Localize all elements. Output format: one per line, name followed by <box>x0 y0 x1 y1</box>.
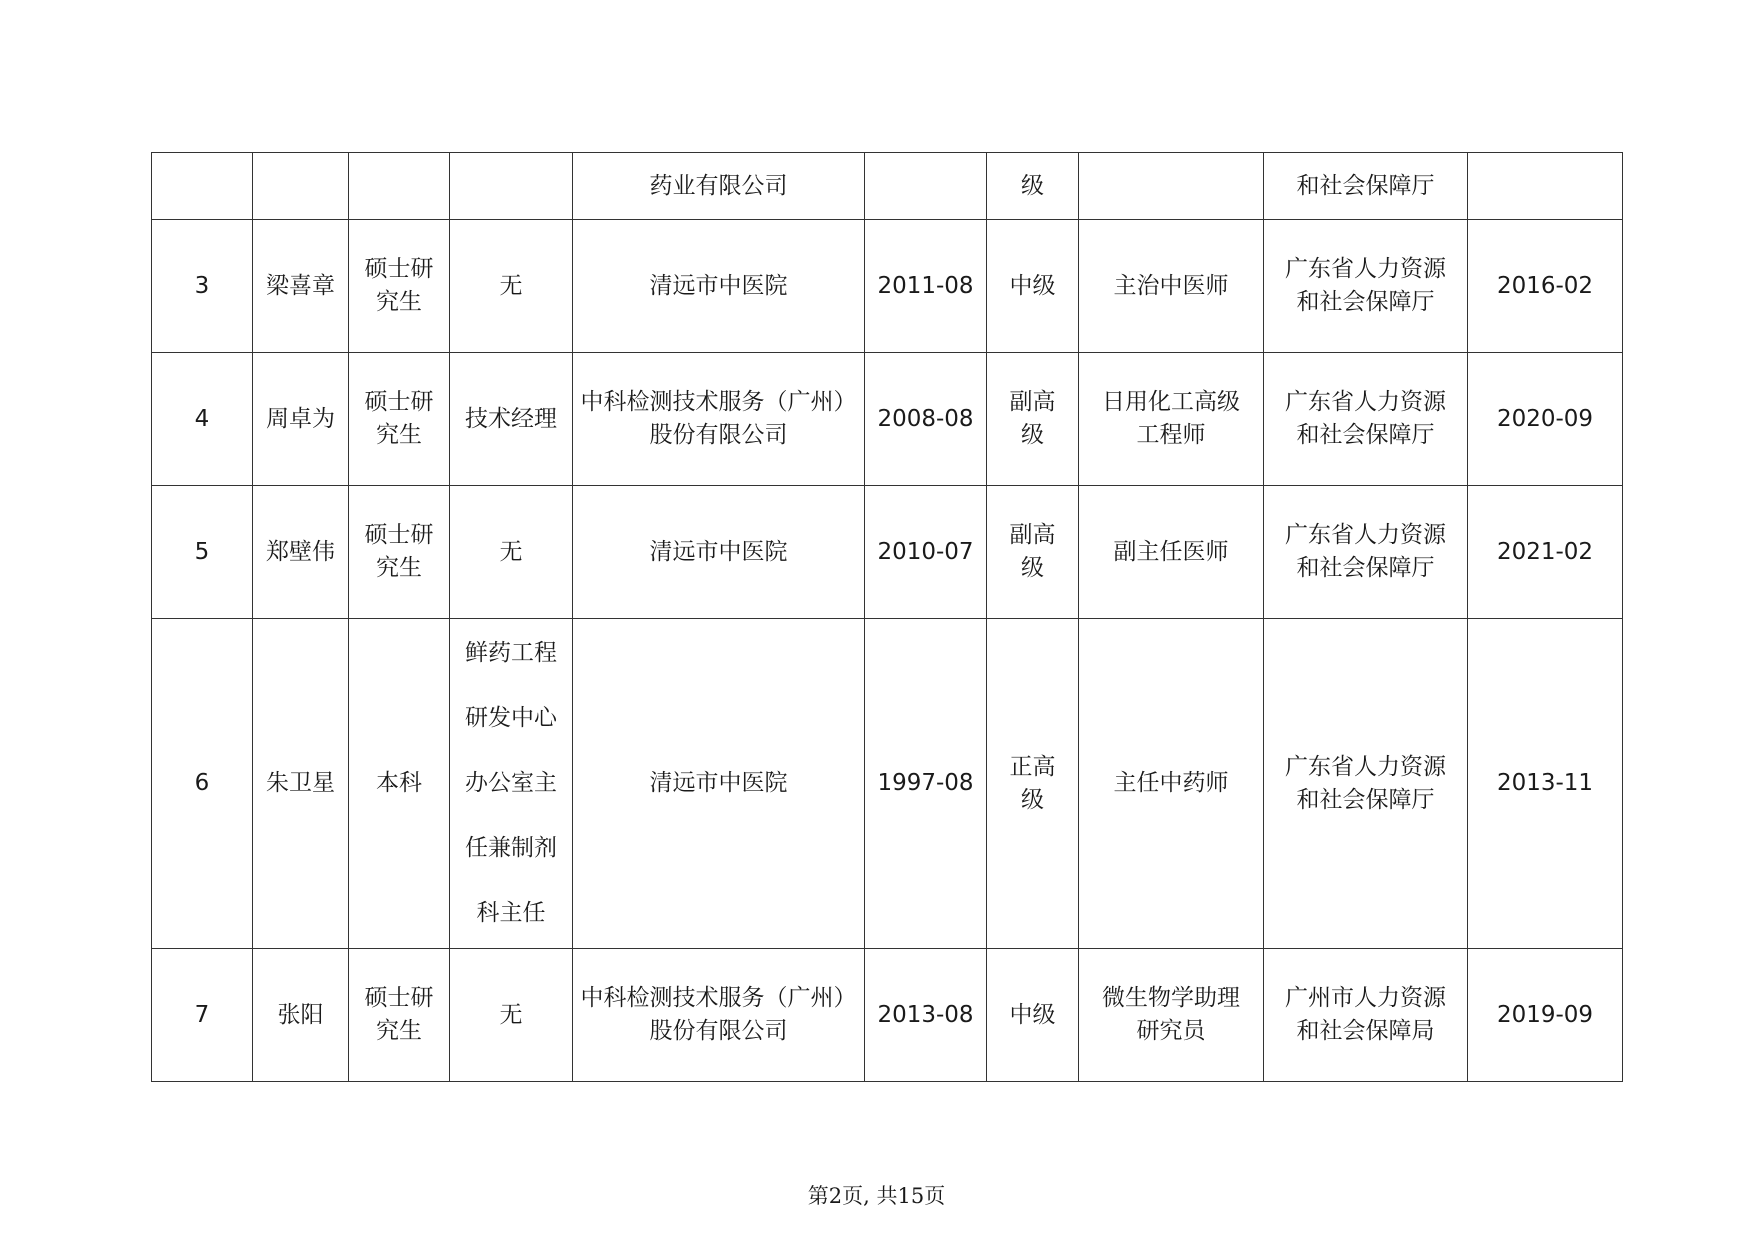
cell-name <box>253 153 349 220</box>
cell-work-start <box>865 153 987 220</box>
table-row <box>152 153 1623 220</box>
cell-position <box>450 619 573 949</box>
staff-table <box>151 152 1623 1082</box>
cell-work-start: 1997-08 <box>865 619 987 949</box>
cell-employer <box>573 153 865 220</box>
cell-text-line: 微生物学助理 <box>1102 985 1240 1011</box>
cell-position <box>450 153 573 220</box>
cell-text-line: 究生 <box>376 555 422 581</box>
cell-text-line: 主治中医师 <box>1113 272 1229 299</box>
cell-education <box>349 220 450 353</box>
cell-text-line: 硕士研 <box>364 522 434 548</box>
cell-text-line: 主任中药师 <box>1113 770 1229 796</box>
cell-text-line: 和社会保障厅 <box>1296 289 1435 315</box>
cell-issue-date: 2021-02 <box>1468 486 1623 619</box>
cell-text-line: 广东省人力资源 <box>1285 256 1446 282</box>
cell-name: 张阳 <box>253 949 349 1082</box>
cell-title-level <box>987 220 1079 353</box>
cell-text-line: 级 <box>1021 555 1044 581</box>
cell-text-line: 硕士研 <box>364 985 434 1011</box>
cell-text-line: 研究员 <box>1136 1018 1206 1044</box>
cell-title-level <box>987 949 1079 1082</box>
page-footer: 第2页, 共15页 <box>807 1184 946 1208</box>
cell-issue-date: 2019-09 <box>1468 949 1623 1082</box>
cell-text-line: 副高 <box>1009 522 1056 548</box>
cell-employer <box>573 619 865 949</box>
cell-text-line: 清远市中医院 <box>649 272 788 299</box>
cell-text-line: 究生 <box>376 422 422 448</box>
cell-text-line: 副高 <box>1009 389 1056 415</box>
cell-text-line: 研发中心 <box>465 705 557 731</box>
cell-issuer <box>1264 619 1468 949</box>
cell-text-line: 广东省人力资源 <box>1285 522 1446 548</box>
cell-text-line: 无 <box>499 272 523 299</box>
cell-text-line: 清远市中医院 <box>649 538 788 565</box>
cell-text-line: 办公室主 <box>465 770 557 796</box>
cell-position <box>450 949 573 1082</box>
cell-text-line: 中级 <box>1009 272 1056 299</box>
cell-text-line: 硕士研 <box>364 256 434 282</box>
cell-title-level <box>987 486 1079 619</box>
cell-text-line: 中科检测技术服务（广州） <box>580 985 857 1011</box>
cell-issue-date: 2016-02 <box>1468 220 1623 353</box>
cell-title-name <box>1079 949 1264 1082</box>
cell-education <box>349 486 450 619</box>
cell-text-line: 广东省人力资源 <box>1285 753 1446 780</box>
cell-name: 朱卫星 <box>253 619 349 949</box>
table-row <box>152 220 1623 353</box>
cell-text-line: 广东省人力资源 <box>1285 389 1446 415</box>
cell-no: 7 <box>152 949 253 1082</box>
cell-title-level <box>987 153 1079 220</box>
cell-name: 郑壁伟 <box>253 486 349 619</box>
cell-text-line: 和社会保障厅 <box>1296 422 1435 448</box>
cell-text-line: 日用化工高级 <box>1102 389 1240 415</box>
cell-text-line: 鲜药工程 <box>465 640 557 666</box>
cell-employer <box>573 949 865 1082</box>
cell-no: 4 <box>152 353 253 486</box>
cell-issue-date <box>1468 153 1623 220</box>
cell-text-line: 级 <box>1021 786 1044 813</box>
cell-position <box>450 353 573 486</box>
cell-text-line: 股份有限公司 <box>649 1018 788 1044</box>
cell-work-start: 2008-08 <box>865 353 987 486</box>
cell-employer <box>573 220 865 353</box>
cell-employer <box>573 353 865 486</box>
cell-text-line: 和社会保障厅 <box>1296 555 1435 581</box>
cell-name: 梁喜章 <box>253 220 349 353</box>
cell-text-line: 硕士研 <box>364 389 434 415</box>
cell-text-line: 究生 <box>376 1018 422 1044</box>
cell-text-line: 中级 <box>1009 1001 1056 1028</box>
cell-text-line: 广州市人力资源 <box>1285 985 1446 1011</box>
cell-no: 5 <box>152 486 253 619</box>
cell-position <box>450 486 573 619</box>
cell-text-line: 无 <box>499 1001 523 1028</box>
cell-issuer <box>1264 353 1468 486</box>
cell-text-line: 本科 <box>376 770 422 796</box>
cell-work-start: 2011-08 <box>865 220 987 353</box>
cell-position <box>450 220 573 353</box>
cell-text-line: 工程师 <box>1136 422 1206 448</box>
cell-text-line: 技术经理 <box>465 405 557 432</box>
cell-title-name <box>1079 619 1264 949</box>
cell-title-level <box>987 619 1079 949</box>
cell-text-line: 科主任 <box>476 900 546 926</box>
cell-issue-date: 2020-09 <box>1468 353 1623 486</box>
cell-text-line: 股份有限公司 <box>649 422 788 448</box>
cell-issuer <box>1264 949 1468 1082</box>
cell-text-line: 和社会保障厅 <box>1296 172 1435 199</box>
cell-text-line: 和社会保障局 <box>1296 1018 1435 1044</box>
cell-text-line: 无 <box>499 538 523 565</box>
cell-text-line: 中科检测技术服务（广州） <box>580 389 857 415</box>
cell-issue-date: 2013-11 <box>1468 619 1623 949</box>
cell-text-line: 药业有限公司 <box>649 172 788 199</box>
cell-title-name <box>1079 353 1264 486</box>
table-row <box>152 353 1623 486</box>
cell-name: 周卓为 <box>253 353 349 486</box>
table-row <box>152 486 1623 619</box>
cell-text-line: 清远市中医院 <box>649 770 788 796</box>
cell-work-start: 2013-08 <box>865 949 987 1082</box>
cell-text-line: 副主任医师 <box>1113 538 1229 565</box>
cell-education <box>349 153 450 220</box>
cell-issuer <box>1264 486 1468 619</box>
staff-table-body <box>152 153 1623 1082</box>
cell-no: 6 <box>152 619 253 949</box>
cell-issuer <box>1264 220 1468 353</box>
cell-text-line: 级 <box>1021 172 1044 199</box>
table-row <box>152 619 1623 949</box>
cell-title-name <box>1079 486 1264 619</box>
cell-education <box>349 949 450 1082</box>
cell-text-line: 任兼制剂 <box>465 835 557 861</box>
cell-education <box>349 353 450 486</box>
cell-title-level <box>987 353 1079 486</box>
cell-title-name <box>1079 220 1264 353</box>
cell-text-line: 究生 <box>376 289 422 315</box>
cell-text-line: 正高 <box>1009 753 1056 780</box>
cell-employer <box>573 486 865 619</box>
cell-title-name <box>1079 153 1264 220</box>
cell-issuer <box>1264 153 1468 220</box>
cell-no <box>152 153 253 220</box>
cell-work-start: 2010-07 <box>865 486 987 619</box>
cell-no: 3 <box>152 220 253 353</box>
cell-text-line: 和社会保障厅 <box>1296 786 1435 813</box>
table-row <box>152 949 1623 1082</box>
cell-education <box>349 619 450 949</box>
cell-text-line: 级 <box>1021 422 1044 448</box>
